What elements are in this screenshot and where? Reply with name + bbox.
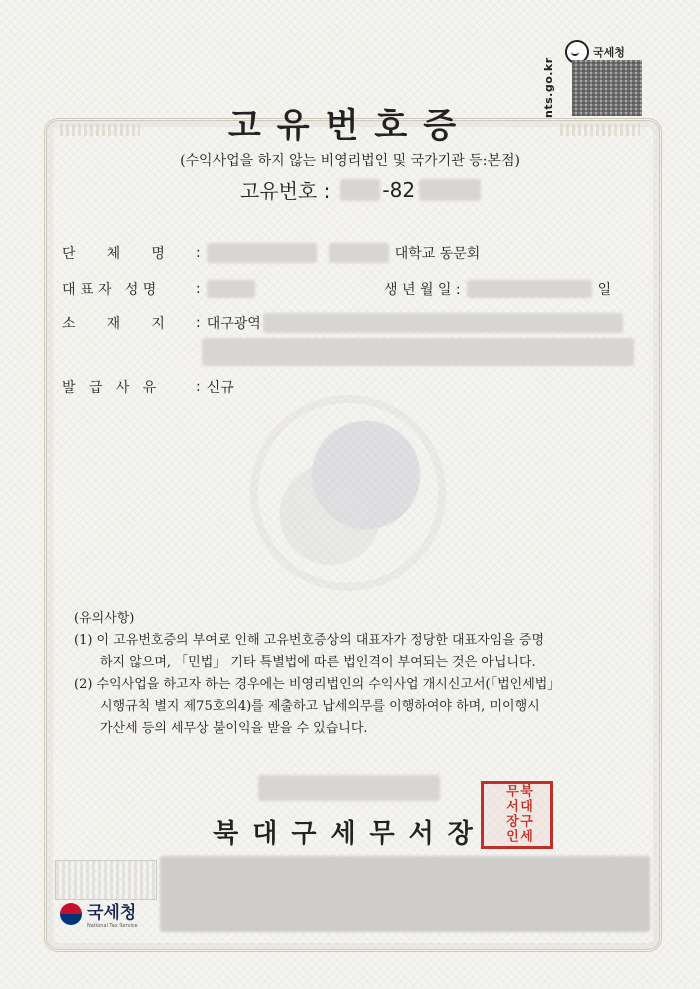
note-line: 가산세 등의 세무상 불이익을 받을 수 있습니다. — [100, 721, 368, 736]
nts-footer-logo — [60, 898, 138, 929]
registration-label: 고유번호 : — [240, 179, 331, 203]
redacted-block — [207, 243, 317, 263]
redacted-block — [202, 338, 634, 366]
note-line: 시행규칙 별지 제75호의4)를 제출하고 납세의무를 이행하여야 하며, 미이행시 — [100, 699, 540, 714]
registration-fragment: -82 — [382, 177, 416, 202]
field-label: 생 년 월 일 : — [384, 282, 461, 298]
field-name: 단 체 명 : 대학교 동문회 — [62, 245, 481, 262]
note-line: (2) 수익사업을 하고자 하는 경우에는 비영리법인의 수익사업 개시신고서(「법인세법」 — [74, 677, 561, 692]
redacted-block — [258, 775, 440, 801]
redacted-block — [263, 313, 623, 333]
footer-agency-name: 국세청 — [87, 903, 137, 923]
field-label: 대 표 자 성 명 — [62, 282, 157, 298]
document-title: 고유번호증 — [227, 106, 473, 146]
redacted-block — [160, 856, 650, 932]
field-label: 발 급 사 유 — [62, 380, 157, 396]
field-value: 신규 — [206, 380, 234, 396]
field-birthdate — [384, 279, 611, 299]
agency-badge-label: 국세청 — [593, 46, 625, 59]
redacted-block — [340, 179, 380, 201]
issuing-office: 북대구세무서장 — [213, 819, 487, 849]
field-representative: 대 표 자 성 명 : — [62, 279, 255, 299]
field-address: 소 재 지 : 대구광역 — [62, 313, 623, 333]
watermark-emblem — [250, 395, 446, 591]
official-seal — [481, 781, 553, 849]
note-line: 하지 않으며, 「민법」 기타 특별법에 따른 법인격이 부여되는 것은 아닙니다. — [100, 655, 536, 670]
notes-heading: (유의사항) — [74, 611, 135, 626]
taeguk-logo-icon — [60, 903, 82, 925]
registration-number — [240, 175, 481, 204]
seal-text: 북대구세무서장인 — [503, 784, 532, 844]
agency-url: nts.go.kr — [542, 57, 555, 118]
redacted-block — [207, 280, 255, 298]
field-value: 일 — [597, 282, 612, 298]
field-value: 대구광역 — [206, 316, 261, 332]
footer-stamp-area — [55, 860, 157, 900]
footer-agency-sub: National Tax Service — [87, 923, 138, 929]
field-label: 소 재 지 — [62, 316, 165, 332]
note-line: (1) 이 고유번호증의 부여로 인해 고유번호증상의 대표자가 정당한 대표자임을 증명 — [74, 633, 545, 648]
document-subtitle: (수익사업을 하지 않는 비영리법인 및 국가기관 등:본점) — [180, 153, 520, 169]
field-label: 단 체 명 — [62, 246, 165, 262]
redacted-block — [419, 179, 481, 201]
field-value: 대학교 동문회 — [394, 246, 481, 262]
redacted-block — [329, 243, 389, 263]
field-issue-reason: 발 급 사 유 : 신규 — [62, 379, 234, 396]
redacted-block — [467, 280, 592, 298]
notes-section — [74, 608, 560, 740]
